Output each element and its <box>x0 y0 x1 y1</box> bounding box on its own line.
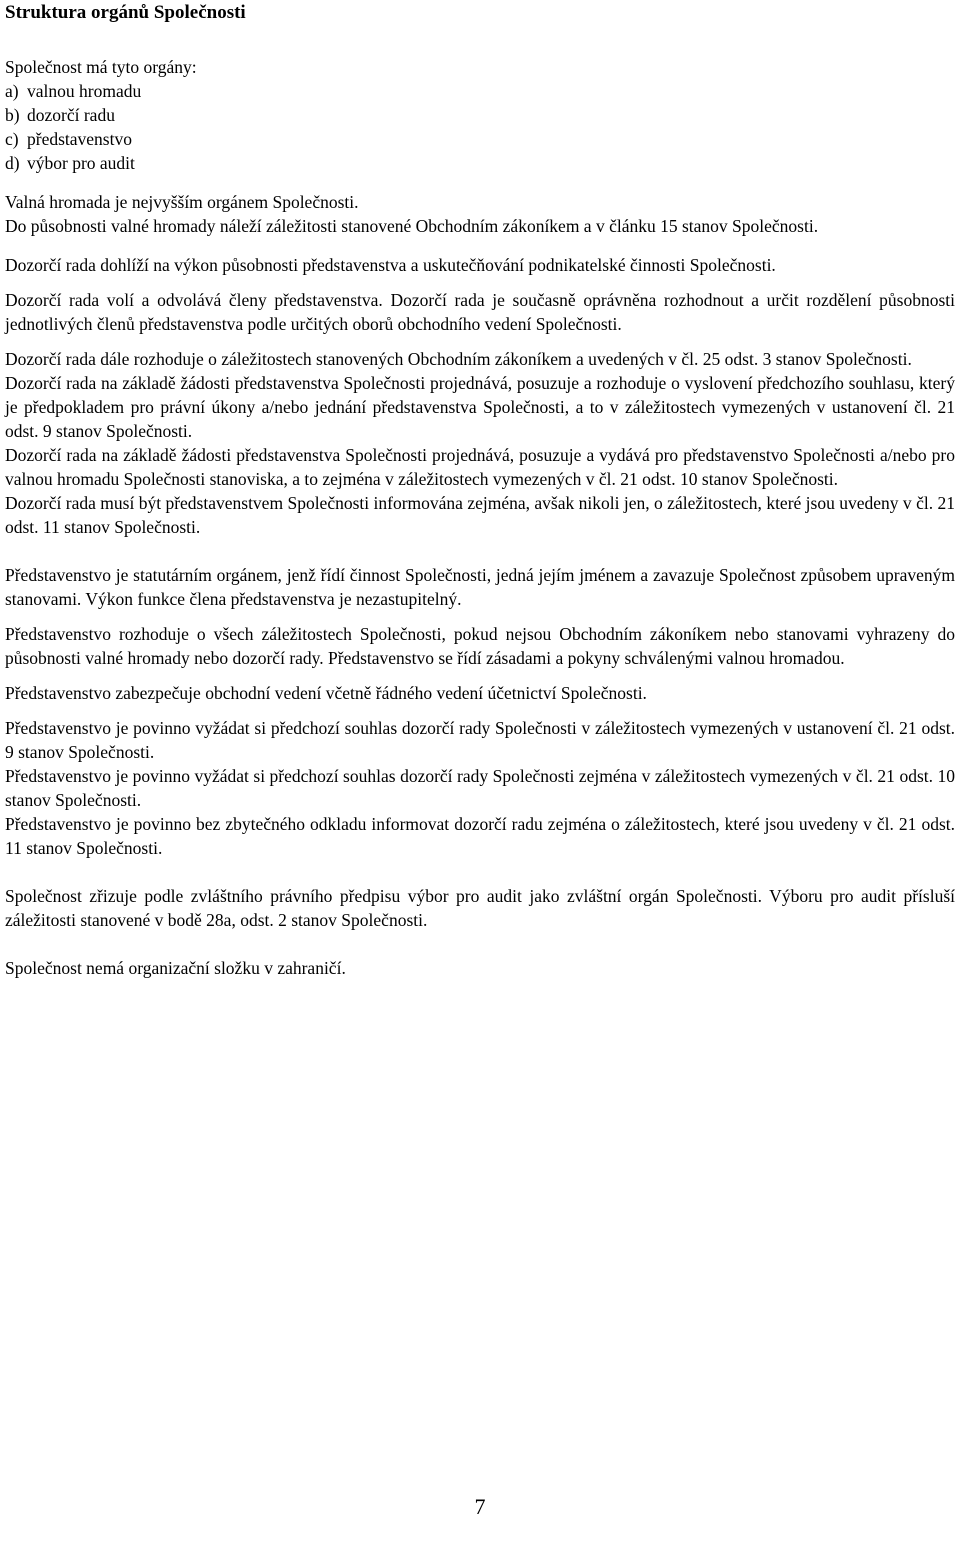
list-marker: c) <box>5 129 19 149</box>
paragraph-supervisory-board-decides: Dozorčí rada dále rozhoduje o záležitostech stanovených Obchodním zákoníkem a uvedených v čl. 25 odst. 3 stanov Společnosti. <box>5 349 912 369</box>
paragraph-board-statutory: Představenstvo je statutárním orgánem, jenž řídí činnost Společnosti, jedná jejím jménem a zavazuje Společnost způsobem upraveným stanovami. Výkon funkce člena představenstva je nezastupitelný. <box>5 565 955 609</box>
paragraph-supervisory-board-opinions: Dozorčí rada na základě žádosti představenstva Společnosti projednává, posuzuje a vydává pro představenstvo Společnosti a/nebo pro valnou hromadu Společnosti stanoviska, a to zejména v záležitostech vymezených v čl. 21 odst. 10 stanov Společnosti. <box>5 445 955 489</box>
organs-intro: Společnost má tyto orgány: <box>5 57 197 77</box>
paragraph-board-inform: Představenstvo je povinno bez zbytečného odkladu informovat dozorčí radu zejména o záležitostech, které jsou uvedeny v čl. 21 odst. 11 stanov Společnosti. <box>5 814 955 858</box>
paragraph-no-branch: Společnost nemá organizační složku v zahraničí. <box>5 958 346 978</box>
list-marker: a) <box>5 81 19 101</box>
paragraph-board-decides: Představenstvo rozhoduje o všech záležitostech Společnosti, pokud nejsou Obchodním zákoníkem nebo stanovami vyhrazeny do působnosti valné hromady nebo dozorčí rady. Představenstvo se řídí zásadami a pokyny schválenými valnou hromadou. <box>5 624 955 668</box>
list-marker: d) <box>5 153 20 173</box>
document-page <box>5 0 955 980</box>
paragraph-supervisory-board-informed: Dozorčí rada musí být představenstvem Společnosti informována zejména, avšak nikoli jen, o záležitostech, které jsou uvedeny v čl. 21 odst. 11 stanov Společnosti. <box>5 493 955 537</box>
list-marker: b) <box>5 105 20 125</box>
list-item <box>5 79 955 103</box>
list-item <box>5 127 955 151</box>
paragraph-general-meeting-scope: Do působnosti valné hromady náleží záležitosti stanovené Obchodním zákoníkem a v článku 15 stanov Společnosti. <box>5 216 819 236</box>
paragraph-supervisory-board-elects: Dozorčí rada volí a odvolává členy představenstva. Dozorčí rada je současně oprávněna rozhodnout a určit rozdělení působnosti jednotlivých členů představenstva podle určitých oborů obchodního vedení Společnosti. <box>5 290 955 334</box>
page-number: 7 <box>474 1494 486 1519</box>
list-item <box>5 103 955 127</box>
list-item-text: představenstvo <box>27 129 132 149</box>
paragraph-supervisory-board: Dozorčí rada dohlíží na výkon působnosti představenstva a uskutečňování podnikatelské činnosti Společnosti. <box>5 255 776 275</box>
page-title: Struktura orgánů Společnosti <box>5 2 246 23</box>
paragraph-general-meeting: Valná hromada je nejvyšším orgánem Společnosti. <box>5 192 359 212</box>
paragraph-board-consent: Představenstvo je povinno vyžádat si předchozí souhlas dozorčí rady Společnosti v záležitostech vymezených v ustanovení čl. 21 odst. 9 stanov Společnosti. <box>5 718 955 762</box>
list-item-text: dozorčí radu <box>27 105 115 125</box>
list-item-text: výbor pro audit <box>27 153 135 173</box>
list-item-text: valnou hromadu <box>27 81 142 101</box>
organs-list <box>5 79 955 175</box>
paragraph-board-consent-10: Představenstvo je povinno vyžádat si předchozí souhlas dozorčí rady Společnosti zejména v záležitostech vymezených v čl. 21 odst. 10 stanov Společnosti. <box>5 766 955 810</box>
paragraph-supervisory-board-consent: Dozorčí rada na základě žádosti představenstva Společnosti projednává, posuzuje a rozhoduje o vyslovení předchozího souhlasu, který je předpokladem pro právní úkony a/nebo jednání představenstva Společnosti, a to v záležitostech vymezených v ustanovení čl. 21 odst. 9 stanov Společnosti. <box>5 373 955 441</box>
list-item <box>5 151 955 175</box>
paragraph-audit-committee: Společnost zřizuje podle zvláštního právního předpisu výbor pro audit jako zvláštní orgán Společnosti. Výboru pro audit přísluší záležitosti stanovené v bodě 28a, odst. 2 stanov Společnosti. <box>5 886 955 930</box>
paragraph-board-management: Představenstvo zabezpečuje obchodní vedení včetně řádného vedení účetnictví Společnosti. <box>5 683 647 703</box>
